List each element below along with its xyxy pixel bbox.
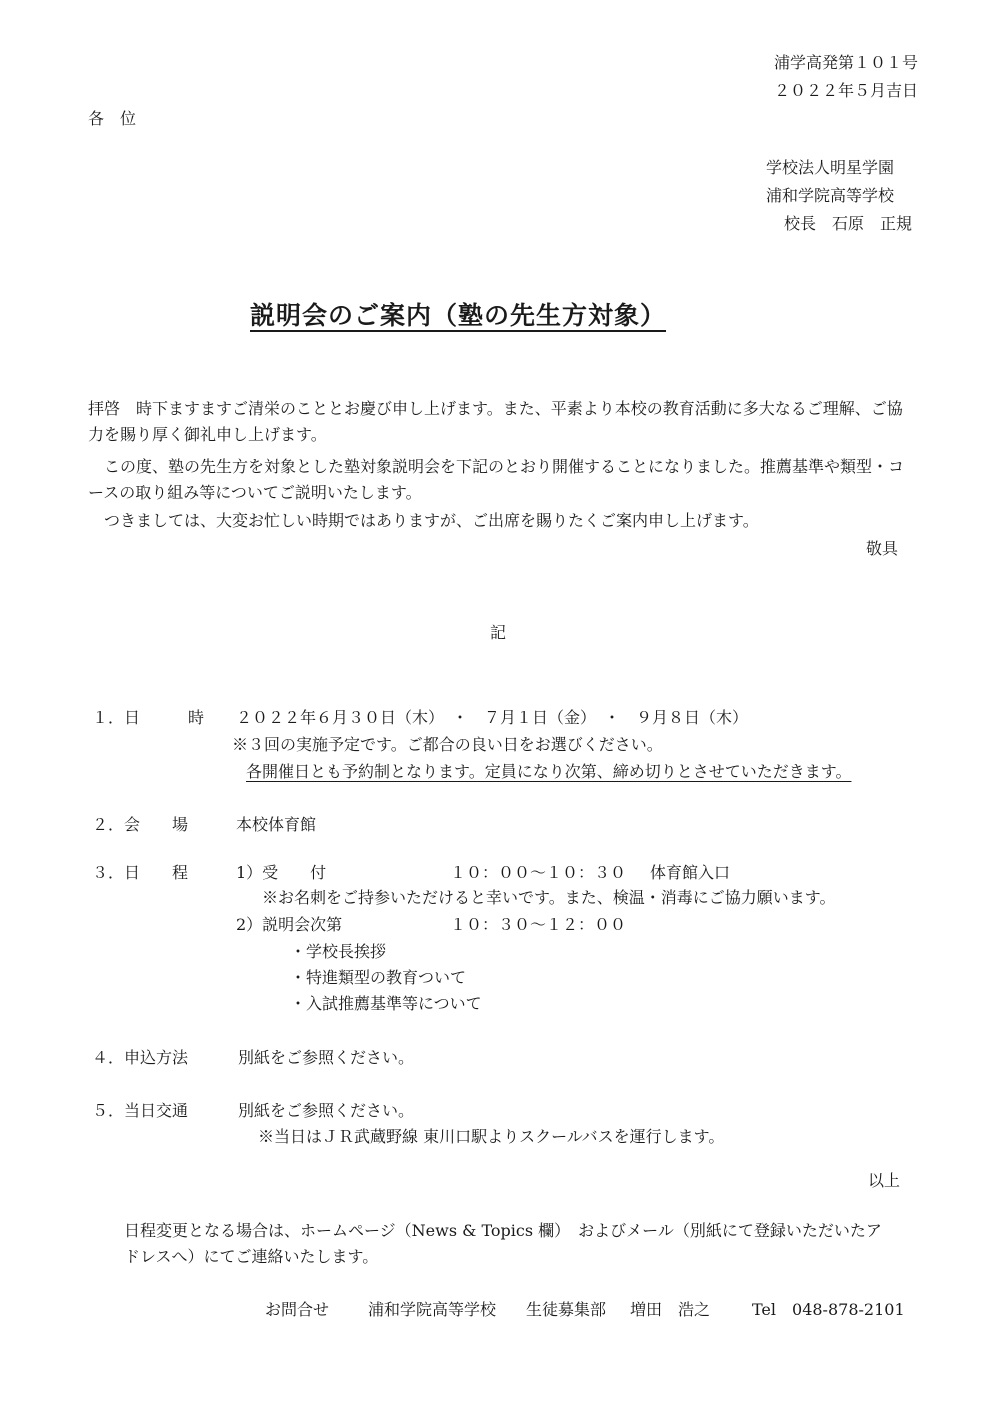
item-application-label: ４．申込方法: [92, 1048, 189, 1067]
item-application-value: 別紙をご参照ください。: [238, 1048, 415, 1067]
sender-principal: 校長 石原 正規: [784, 214, 913, 233]
item-venue-value: 本校体育館: [236, 815, 317, 834]
closing-ijo: 以上: [868, 1171, 901, 1190]
document-title: 説明会のご案内（塾の先生方対象）: [250, 301, 667, 330]
schedule-reception-label: 1）受 付: [236, 863, 327, 882]
addressee: 各 位: [88, 109, 137, 128]
item-venue-label: ２．会 場: [92, 815, 189, 834]
contact-tel: Tel 048-878-2101: [752, 1300, 905, 1319]
sender-organization: 学校法人明星学園: [766, 158, 895, 177]
schedule-session-label: 2）説明会次第: [236, 915, 343, 934]
agenda-item: ・特進類型の教育ついて: [290, 968, 467, 987]
schedule-session-time: １０：３０～１２：００: [450, 915, 627, 934]
item-transport-label: ５．当日交通: [92, 1101, 189, 1120]
contact-school: 浦和学院高等学校: [368, 1300, 497, 1319]
contact-department: 生徒募集部: [526, 1300, 607, 1319]
agenda-item: ・学校長挨拶: [290, 942, 387, 961]
schedule-reception-note: ※お名刺をご持参いただけると幸いです。また、検温・消毒にご協力願います。: [262, 888, 836, 907]
schedule-change-notice: 日程変更となる場合は、ホームページ（News & Topics 欄） およびメール（別紙にて登録いただいたアドレスへ）にてご連絡いたします。: [124, 1221, 882, 1266]
closing-keigu: 敬具: [866, 539, 899, 558]
agenda-item: ・入試推薦基準等について: [290, 994, 482, 1013]
item-date-label: １．日 時: [92, 708, 205, 727]
sender-school: 浦和学院高等学校: [766, 186, 895, 205]
item-date-note: ※３回の実施予定です。ご都合の良い日をお選びください。: [232, 735, 663, 754]
item-schedule-label: ３．日 程: [92, 863, 189, 882]
item-date-value: ２０２２年６月３０日（木） ・ ７月１日（金） ・ ９月８日（木）: [236, 708, 749, 727]
schedule-reception-place: 体育館入口: [650, 863, 731, 882]
document-number: 浦学高発第１０１号: [773, 53, 918, 72]
item-date-reservation-note: 各開催日とも予約制となります。定員になり次第、締め切りとさせていただきます。: [246, 762, 852, 781]
schedule-reception-time: １０：００～１０：３０: [450, 863, 627, 882]
contact-person: 増田 浩之: [630, 1300, 711, 1319]
item-transport-note: ※当日はＪＲ武蔵野線 東川口駅よりスクールバスを運行します。: [258, 1127, 725, 1146]
ki-mark: 記: [490, 623, 507, 642]
body-paragraph-3: つきましては、大変お忙しい時期ではありますが、ご出席を賜りたくご案内申し上げます。: [104, 511, 759, 530]
contact-label: お問合せ: [265, 1300, 330, 1319]
document-date: ２０２２年５月吉日: [773, 81, 918, 100]
body-paragraph-1: 拝啓 時下ますますご清栄のこととお慶び申し上げます。また、平素より本校の教育活動に多大なるご理解、ご協力を賜り厚く御礼申し上げます。: [88, 399, 903, 444]
body-paragraph-2: この度、塾の先生方を対象とした塾対象説明会を下記のとおり開催することになりました。推薦基準や類型・コースの取り組み等についてご説明いたします。: [88, 457, 905, 502]
item-transport-value: 別紙をご参照ください。: [238, 1101, 415, 1120]
